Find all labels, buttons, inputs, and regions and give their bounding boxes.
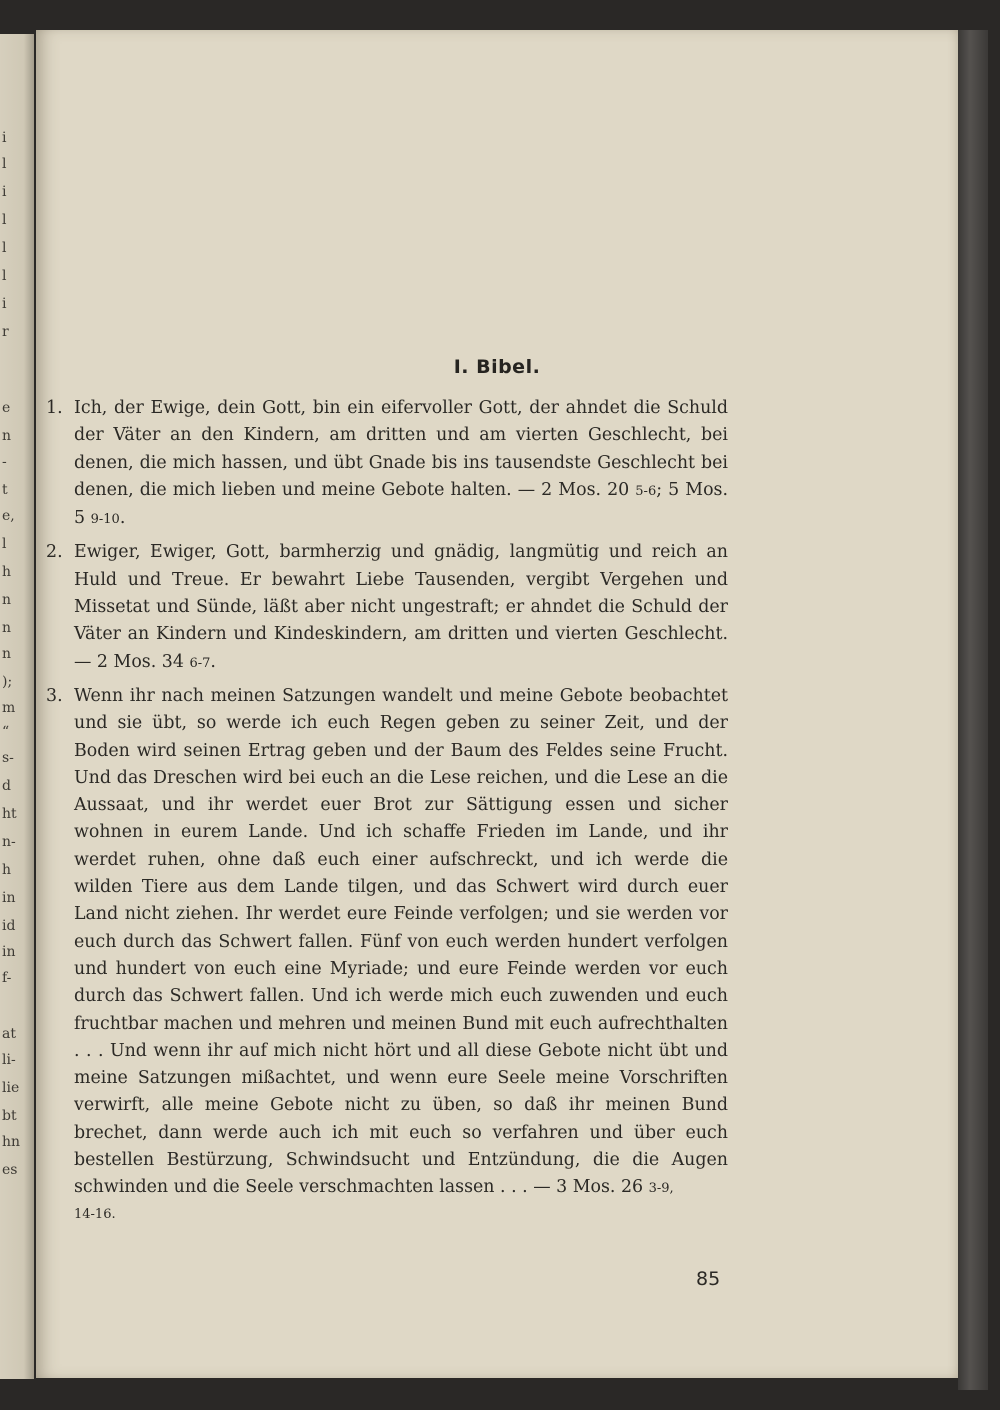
facing-page-fragment: i bbox=[2, 130, 7, 146]
facing-page-fragment: l bbox=[2, 536, 7, 552]
entry-end: . bbox=[119, 508, 126, 529]
entry-number: 3. bbox=[46, 685, 63, 706]
entry-text-continued: ; 5 Mos. 5 bbox=[74, 479, 728, 529]
book-page bbox=[36, 30, 958, 1378]
facing-page-fragment: lie bbox=[2, 1080, 20, 1096]
facing-page-fragment: i bbox=[2, 184, 7, 200]
facing-page-fragment: id bbox=[2, 918, 16, 934]
facing-page-fragment: e, bbox=[2, 508, 15, 524]
facing-page-fragment: n- bbox=[2, 834, 16, 850]
facing-page-fragment: i bbox=[2, 296, 7, 312]
entry-number: 1. bbox=[46, 398, 63, 418]
facing-page-fragment: l bbox=[2, 268, 7, 284]
verse-reference: 9-10 bbox=[90, 512, 120, 528]
facing-page-fragment: n bbox=[2, 428, 12, 444]
entry-2 bbox=[46, 539, 728, 676]
verse-reference-continued: 14-16. bbox=[74, 1206, 116, 1222]
facing-page-fragment: t bbox=[2, 482, 8, 498]
facing-page-fragment: m bbox=[2, 700, 16, 716]
facing-page-fragment: f- bbox=[2, 970, 12, 986]
entry-end: . bbox=[210, 651, 216, 672]
facing-page-fragment: at bbox=[2, 1026, 16, 1042]
facing-page-fragment: h bbox=[2, 862, 12, 878]
entry-text: Wenn ihr nach meinen Satzungen wandelt und meine Gebote beobachtet und sie übt, so werde ich euch Regen geben zu seiner Zeit, und der Boden wird seinen Ertrag geben und der Baum des Feldes seine Frucht. Und das Dreschen wird bei euch an die Lese reichen, und die Lese an die Aussaat, und ihr werdet euer Brot zur Sättigung essen und sicher wohnen in eurem Lande. Und ich schaffe Frieden im Lande, und ihr werdet ruhen, ohne daß euch einer aufschreckt, und ich werde die wilden Tiere aus dem Lande tilgen, und das Schwert wird durch euer Land nicht ziehen. Ihr werdet eure Feinde verfolgen; und sie werden vor euch durch das Schwert fallen. Fünf von euch werden hundert verfolgen und hundert von euch eine Myriade; und eure Feinde werden vor euch durch das Schwert fallen. Und ich werde mich euch zuwenden und euch fruchtbar machen und mehren und meinen Bund mit euch aufrechthalten . . . Und wenn ihr auf mich nicht hört und all diese Gebote nicht übt und meine Satzungen mißachtet, und wenn eure Seele meine Vorschriften verwirft, alle meine Gebote nicht zu üben, so daß ihr meinen Bund brechet, dann werde auch ich mit euch so verfahren und über euch bestellen Bestürzung, Schwindsucht und Entzündung, die die Augen schwinden und die Seele verschmachten lassen . . . — 3 Mos. 26 bbox=[74, 685, 728, 1198]
facing-page-fragment: s- bbox=[2, 750, 14, 766]
facing-page-fragment: n bbox=[2, 646, 12, 662]
facing-page-fragment: n bbox=[2, 620, 12, 636]
entry-text: Ich, der Ewige, dein Gott, bin ein eifervoller Gott, der ahndet die Schuld der Väter an den Kindern, am dritten und am vierten Geschlecht, bei denen, die mich hassen, und übt Gnade bis ins tausendste Geschlecht bei denen, die mich lieben und meine Gebote halten. — 2 Mos. 20 bbox=[74, 398, 728, 500]
entry-text: Ewiger, Ewiger, Gott, barmherzig und gnädig, langmütig und reich an Huld und Treue. Er bewahrt Liebe Tausenden, vergibt Vergehen und Missetat und Sünde, läßt aber nicht ungestraft; er ahndet die Schuld der Väter an Kindern und Kindeskindern, am dritten und vierten Geschlecht. — 2 Mos. 34 bbox=[74, 542, 728, 672]
facing-page-edge bbox=[0, 34, 34, 1379]
facing-page-fragment: l bbox=[2, 240, 7, 256]
facing-page-fragment: es bbox=[2, 1162, 18, 1178]
facing-page-fragment: in bbox=[2, 944, 16, 960]
facing-page-fragment: h bbox=[2, 564, 12, 580]
verse-reference: 6-7 bbox=[189, 655, 211, 671]
section-heading: I. Bibel. bbox=[453, 356, 541, 378]
book-spine bbox=[958, 30, 988, 1390]
verse-reference: 5-6 bbox=[635, 483, 657, 499]
facing-page-fragment: “ bbox=[2, 724, 10, 740]
facing-page-fragment: in bbox=[2, 890, 16, 906]
facing-page-fragment: hn bbox=[2, 1134, 21, 1150]
facing-page-fragment: n bbox=[2, 592, 12, 608]
facing-page-fragment: li- bbox=[2, 1052, 16, 1068]
page-body bbox=[46, 395, 728, 1234]
facing-page-fragment: - bbox=[2, 454, 7, 470]
verse-reference: 3-9, bbox=[648, 1181, 674, 1197]
facing-page-fragment: r bbox=[2, 324, 9, 340]
entry-1 bbox=[46, 395, 728, 533]
facing-page-fragment: l bbox=[2, 156, 7, 172]
entry-3 bbox=[46, 683, 728, 1228]
page-number: 85 bbox=[696, 1268, 721, 1290]
facing-page-fragment: l bbox=[2, 212, 7, 228]
facing-page-fragment: d bbox=[2, 778, 11, 794]
facing-page-fragment: bt bbox=[2, 1108, 17, 1124]
facing-page-fragment: ht bbox=[2, 806, 17, 822]
facing-page-fragment: e bbox=[2, 400, 11, 416]
entry-number: 2. bbox=[46, 542, 63, 563]
facing-page-fragment: ); bbox=[2, 674, 13, 690]
